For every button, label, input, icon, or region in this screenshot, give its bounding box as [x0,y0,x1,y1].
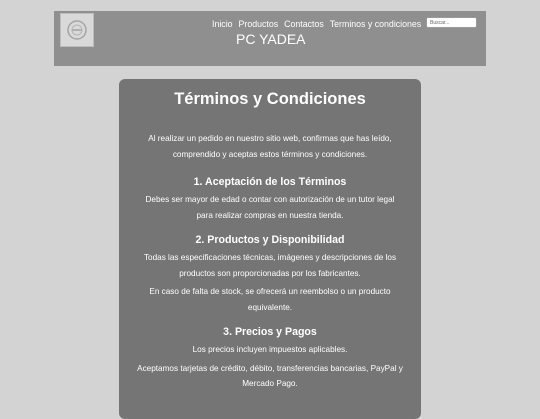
section-heading-precios: 3. Precios y Pagos [223,326,317,338]
main-nav [212,19,421,29]
brand-name: PC YADEA [236,31,306,47]
section-text-productos-2: En caso de falta de stock, se ofrecerá un reembolso o un producto equivalente. [149,287,391,312]
nav-link-contactos[interactable]: Contactos [284,19,324,29]
section-heading-aceptacion: 1. Aceptación de los Términos [193,176,347,188]
search-input[interactable] [426,17,477,28]
page-title: Términos y Condiciones [174,90,366,108]
terms-card [119,79,421,419]
site-header [54,11,486,66]
section-heading-productos: 2. Productos y Disponibilidad [195,234,345,246]
section-text-aceptacion: Debes ser mayor de edad o contar con autorización de un tutor legal para realizar compras en nuestra tienda. [145,195,395,220]
section-text-precios-2: Aceptamos tarjetas de crédito, débito, transferencias bancarias, PayPal y Mercado Pago. [137,363,403,388]
nav-link-inicio[interactable]: Inicio [212,19,233,29]
nav-link-productos[interactable]: Productos [238,19,279,29]
section-text-productos-1: Todas las especificaciones técnicas, imágenes y descripciones de los productos son proporcionadas por los fabricantes. [143,253,397,278]
logo-emblem-icon [65,18,89,42]
logo-image[interactable] [60,13,94,47]
intro-text: Al realizar un pedido en nuestro sitio web, confirmas que has leído, comprendido y aceptas estos términos y condiciones. [148,134,392,159]
nav-link-terminos[interactable]: Terminos y condiciones [329,19,422,29]
section-text-precios-1: Los precios incluyen impuestos aplicables. [192,345,348,354]
